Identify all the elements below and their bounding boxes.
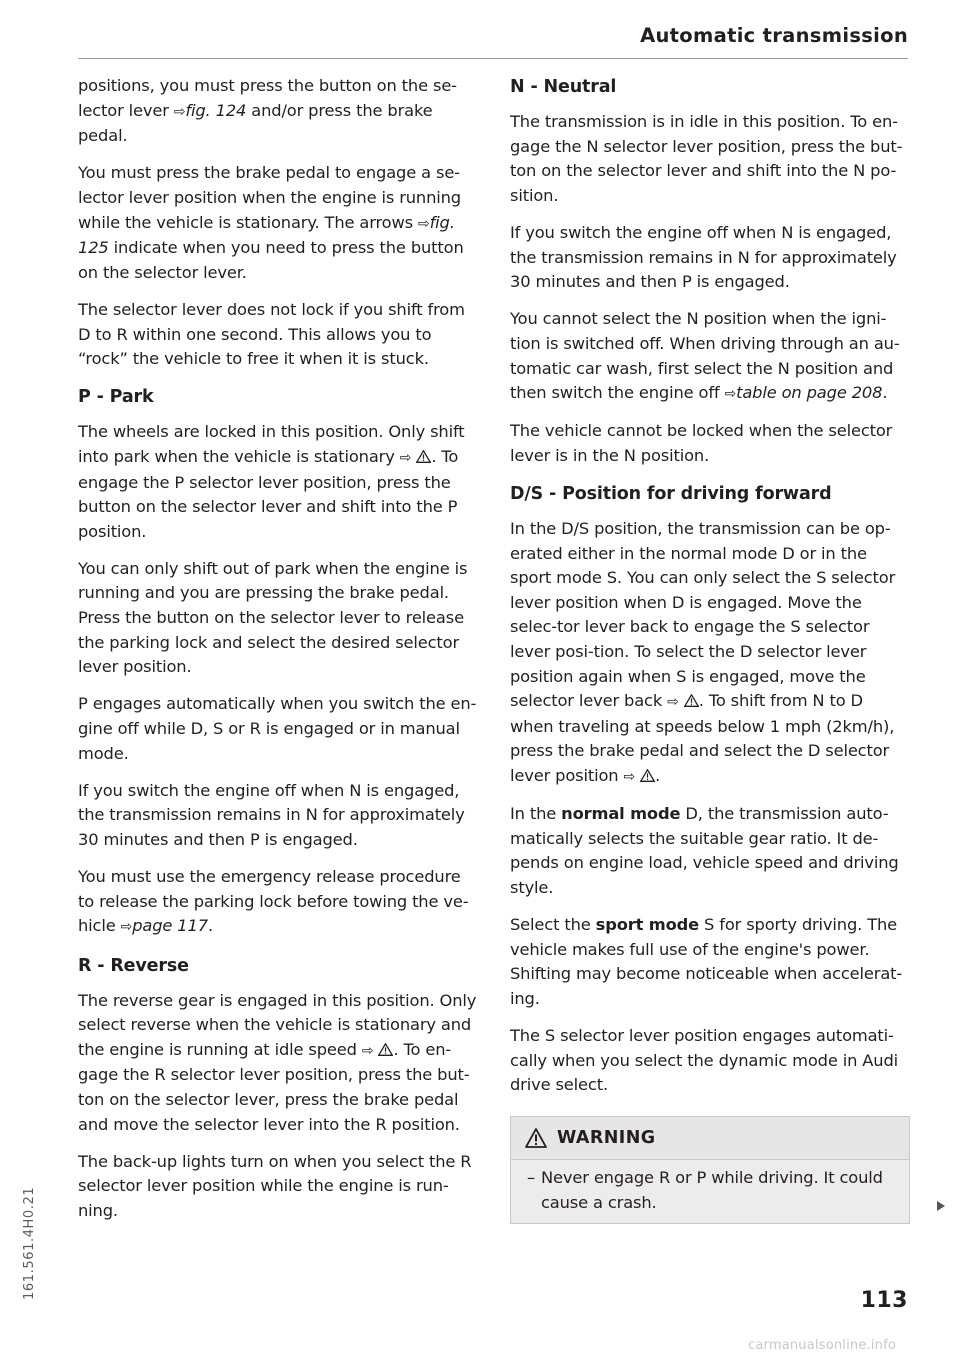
warning-triangle-icon[interactable]	[640, 769, 655, 782]
cross-reference-arrow-icon: ⇨	[173, 103, 186, 120]
right-column	[510, 74, 908, 1224]
warning-header	[511, 1117, 909, 1160]
figure-reference-link[interactable]: fig. 125	[78, 212, 455, 258]
paragraph: The transmission is in idle in this position. To en-gage the N selector lever position, press the but-ton on the selector lever and shift into the N po-sition.	[510, 112, 903, 205]
cross-reference-arrow-icon: ⇨	[120, 919, 133, 936]
dash-bullet: –	[527, 1167, 535, 1187]
paragraph: Select the sport mode S for sporty driving. The vehicle makes full use of the engine's power. Shifting may become noticeable when accelerat-ing.	[510, 915, 903, 1008]
paragraph: You cannot select the N position when the igni-tion is switched off. When driving through an au-tomatic car wash, first select the N position and then switch the engine off ⇨table on page 208.	[510, 309, 900, 403]
warning-body	[511, 1160, 909, 1223]
cross-reference-arrow-icon: ⇨	[623, 769, 636, 786]
section-heading-reverse: R - Reverse	[78, 955, 189, 976]
paragraph: If you switch the engine off when N is engaged, the transmission remains in N for approximately 30 minutes and then P is engaged.	[510, 222, 897, 292]
paragraph: In the normal mode D, the transmission auto-matically selects the suitable gear ratio. It de-pends on engine load, vehicle speed and driving style.	[510, 804, 899, 897]
cross-reference-arrow-icon: ⇨	[724, 386, 737, 403]
section-heading-drive: D/S - Position for driving forward	[510, 484, 832, 505]
bold-term: normal mode	[561, 804, 681, 824]
left-column	[78, 74, 478, 1236]
page-number: 113	[860, 1288, 908, 1313]
bold-term: sport mode	[595, 915, 700, 935]
page-header-title: Automatic transmission	[640, 24, 908, 47]
warning-triangle-icon	[525, 1128, 547, 1148]
figure-reference-link[interactable]: fig. 124	[185, 100, 247, 120]
paragraph: You must use the emergency release procedure to release the parking lock before towing the ve-hicle ⇨page 117.	[78, 867, 469, 936]
warning-label: WARNING	[557, 1127, 656, 1148]
side-document-code: 161.561.4H0.21	[22, 1186, 37, 1300]
page-reference-link[interactable]: page 117	[132, 916, 208, 936]
paragraph: If you switch the engine off when N is engaged, the transmission remains in N for approximately 30 minutes and then P is engaged.	[78, 780, 465, 849]
paragraph: positions, you must press the button on the se- lector lever ⇨fig. 124 and/or press the brake pedal.	[78, 76, 457, 146]
paragraph: The S selector lever position engages automati-cally when you select the dynamic mode in Audi drive select.	[510, 1026, 899, 1095]
cross-reference-arrow-icon: ⇨	[667, 694, 679, 711]
table-reference-link[interactable]: table on page 208	[736, 383, 883, 403]
list-item: – Never engage R or P while driving. It could cause a crash.	[527, 1166, 893, 1215]
paragraph: P engages automatically when you switch the en-gine off while D, S or R is engaged or in manual mode.	[78, 694, 477, 763]
continue-arrow-icon	[937, 1201, 945, 1211]
paragraph: The reverse gear is engaged in this position. Only select reverse when the vehicle is stationary and the engine is running at idle speed ⇨ . To en-gage the R selector lever position, press the but-ton on the selector lever, press the brake pedal and move the selector lever into the R position.	[78, 990, 477, 1134]
paragraph: You can only shift out of park when the engine is running and you are pressing the brake pedal. Press the button on the selector lever to release the parking lock and select the desired selector lever position.	[78, 558, 468, 677]
paragraph: The selector lever does not lock if you shift from D to R within one second. This allows you to “rock” the vehicle to free it when it is stuck.	[78, 299, 465, 369]
watermark: carmanualsonline.info	[748, 1338, 897, 1353]
warning-triangle-icon[interactable]	[416, 450, 431, 463]
paragraph: In the D/S position, the transmission can be op-erated either in the normal mode D or in the sport mode S. You can only select the S selector lever position when D is engaged. Move the selec-tor lever back to engage the S selector lever posi-tion. To select the D selector lever position again when S is engaged, move the selector lever back ⇨ . To shift from N to D when traveling at speeds below 1 mph (2km/h), press the brake pedal and select the D selector lever position ⇨ .	[510, 519, 896, 786]
paragraph: The wheels are locked in this position. Only shift into park when the vehicle is stationary ⇨ . To engage the P selector lever position, press the button on the selector lever and shift into the P position.	[78, 422, 465, 541]
section-heading-neutral: N - Neutral	[510, 77, 617, 97]
warning-triangle-icon[interactable]	[684, 694, 699, 707]
paragraph: The vehicle cannot be locked when the selector lever is in the N position.	[510, 421, 893, 465]
header-rule	[78, 58, 908, 59]
cross-reference-arrow-icon: ⇨	[399, 449, 412, 466]
paragraph: You must press the brake pedal to engage a se-lector lever position when the engine is running while the vehicle is stationary. The arrows ⇨fig. 125 indicate when you need to press the button on the selector lever.	[78, 163, 464, 282]
warning-triangle-icon[interactable]	[378, 1043, 393, 1056]
cross-reference-arrow-icon: ⇨	[361, 1042, 374, 1059]
section-heading-park: P - Park	[78, 387, 154, 408]
warning-box	[510, 1116, 910, 1224]
paragraph: The back-up lights turn on when you select the R selector lever position while the engine is run-ning.	[78, 1151, 472, 1220]
cross-reference-arrow-icon: ⇨	[418, 215, 430, 232]
